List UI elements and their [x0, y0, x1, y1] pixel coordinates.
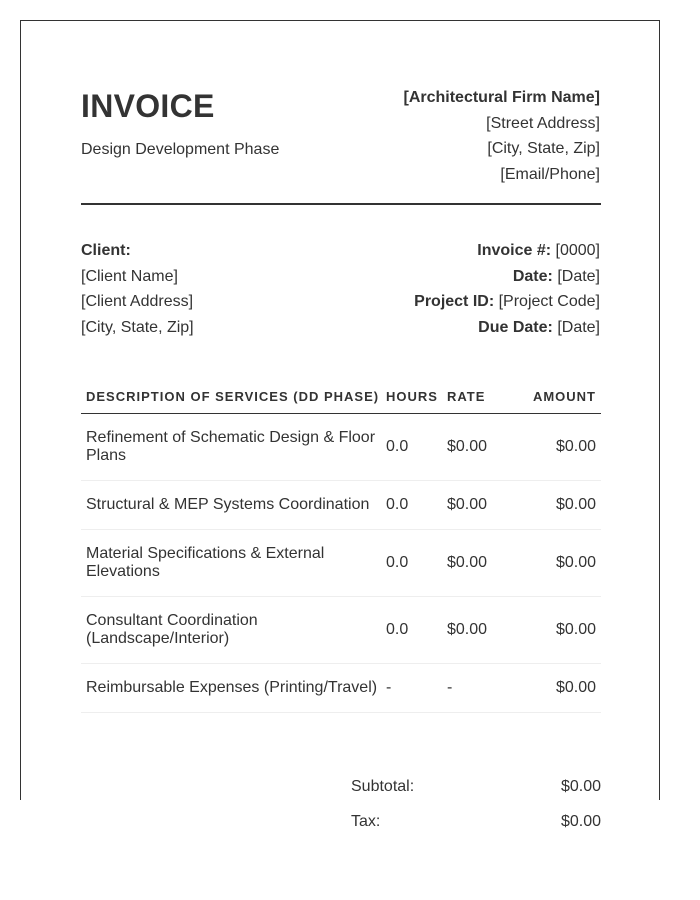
- due-date-label: Due Date:: [478, 318, 553, 336]
- invoice-subtitle: Design Development Phase: [81, 141, 280, 158]
- client-heading: Client:: [81, 242, 131, 259]
- due-date-line: [414, 315, 600, 341]
- header-description: DESCRIPTION OF SERVICES (DD PHASE): [86, 388, 380, 404]
- header-hours: HOURS: [386, 388, 438, 404]
- table-header: [81, 379, 601, 414]
- header-amount: AMOUNT: [532, 388, 596, 404]
- row-hours: 0.0: [386, 438, 409, 455]
- client-address: [Client Address]: [81, 293, 194, 310]
- row-amount: $0.00: [555, 438, 596, 455]
- invoice-date-line: [414, 264, 600, 290]
- table-row: [81, 481, 601, 530]
- firm-street: [Street Address]: [486, 114, 600, 132]
- project-id-value: [Project Code]: [498, 293, 600, 310]
- invoice-date-label: Date:: [512, 267, 553, 285]
- client-city: [City, State, Zip]: [81, 318, 194, 336]
- due-date-value: [Date]: [557, 318, 600, 336]
- invoice-date-value: [Date]: [557, 267, 600, 285]
- header-divider: [81, 203, 601, 205]
- row-description: Consultant Coordination (Landscape/Interior): [86, 612, 258, 647]
- row-description: Reimbursable Expenses (Printing/Travel): [86, 679, 378, 696]
- row-rate: $0.00: [447, 438, 488, 455]
- firm-city: [City, State, Zip]: [487, 140, 600, 157]
- row-hours: 0.0: [386, 496, 409, 513]
- row-description: Structural & MEP Systems Coordination: [86, 496, 370, 513]
- firm-info: [404, 85, 601, 187]
- invoice-meta: [414, 238, 600, 340]
- table-row: [81, 530, 601, 597]
- invoice-number-value: [0000]: [555, 242, 600, 259]
- services-table: [81, 379, 601, 713]
- table-row: [81, 414, 601, 481]
- totals-block: [351, 769, 601, 839]
- table-row: [81, 664, 601, 713]
- table-row: [81, 597, 601, 664]
- row-hours: 0.0: [386, 621, 409, 638]
- firm-contact: [Email/Phone]: [500, 165, 600, 183]
- invoice-title: INVOICE: [81, 88, 215, 124]
- row-description: Material Specifications & External Elevations: [86, 545, 325, 580]
- subtotal-row: [351, 769, 601, 804]
- row-rate: $0.00: [447, 554, 488, 571]
- project-id-line: [414, 289, 600, 315]
- subtotal-label: Subtotal:: [351, 777, 415, 795]
- invoice-number-label: Invoice #:: [477, 242, 552, 259]
- row-rate: -: [447, 679, 453, 696]
- tax-row: [351, 804, 601, 839]
- row-amount: $0.00: [555, 496, 596, 513]
- client-name: [Client Name]: [81, 267, 178, 285]
- row-amount: $0.00: [555, 679, 596, 696]
- header-rate: RATE: [447, 388, 486, 404]
- client-info: [81, 238, 194, 340]
- row-amount: $0.00: [555, 554, 596, 571]
- firm-name: [Architectural Firm Name]: [403, 89, 600, 106]
- row-hours: -: [386, 679, 392, 696]
- row-rate: $0.00: [447, 496, 488, 513]
- tax-value: $0.00: [560, 812, 601, 830]
- project-id-label: Project ID:: [414, 293, 495, 310]
- invoice-page: [20, 20, 660, 830]
- subtotal-value: $0.00: [560, 777, 601, 795]
- row-rate: $0.00: [447, 621, 488, 638]
- row-amount: $0.00: [555, 621, 596, 638]
- row-hours: 0.0: [386, 554, 409, 571]
- invoice-number-line: [414, 238, 600, 264]
- tax-label: Tax:: [351, 812, 381, 830]
- row-description: Refinement of Schematic Design & Floor Plans: [86, 429, 376, 464]
